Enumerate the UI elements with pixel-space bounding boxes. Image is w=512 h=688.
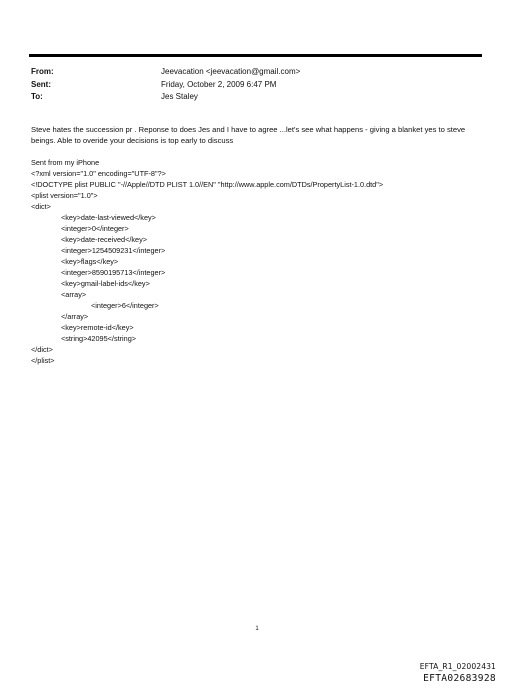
header-rule bbox=[29, 54, 482, 57]
dict-close-line: </dict> bbox=[31, 345, 53, 354]
to-value: Jes Staley bbox=[161, 92, 198, 101]
doctype-line: <!DOCTYPE plist PUBLIC "-//Apple//DTD PLIST 1.0//EN" "http://www.apple.com/DTDs/PropertyList-1.0.dtd"> bbox=[31, 180, 384, 189]
plist-close-line: </plist> bbox=[31, 356, 55, 365]
message-body: Steve hates the succession pr . Reponse to does Jes and I have to agree ...let's see what happens - giving a blanket yes to steve beings. Able to overide your decisions is top early to discuss bbox=[31, 125, 466, 145]
string-line: <string>42095</string> bbox=[61, 334, 137, 343]
sent-value: Friday, October 2, 2009 6:47 PM bbox=[161, 80, 277, 89]
key-line: <key>remote-id</key> bbox=[61, 323, 134, 332]
dict-open-line: <dict> bbox=[31, 202, 51, 211]
integer-line: <integer>6</integer> bbox=[91, 301, 159, 310]
from-value: Jeevacation <jeevacation@gmail.com> bbox=[161, 67, 301, 76]
plist-open-line: <plist version="1.0"> bbox=[31, 191, 98, 200]
page-number: 1 bbox=[255, 626, 259, 632]
sent-label: Sent: bbox=[31, 80, 51, 89]
bates-number-secondary: EFTA02683928 bbox=[423, 673, 496, 684]
signature-line: Sent from my iPhone bbox=[31, 158, 100, 167]
array-open-line: <array> bbox=[61, 290, 87, 299]
key-line: <key>gmail-label-ids</key> bbox=[61, 279, 150, 288]
xml-declaration-line: <?xml version="1.0" encoding="UTF-8"?> bbox=[31, 169, 166, 178]
bates-number-primary: EFTA_R1_02002431 bbox=[419, 662, 496, 671]
to-label: To: bbox=[31, 92, 43, 101]
integer-line: <integer>8590195713</integer> bbox=[61, 268, 166, 277]
from-label: From: bbox=[31, 67, 54, 76]
key-line: <key>flags</key> bbox=[61, 257, 119, 266]
key-line: <key>date-received</key> bbox=[61, 235, 147, 244]
integer-line: <integer>0</integer> bbox=[61, 224, 129, 233]
key-line: <key>date-last-viewed</key> bbox=[61, 213, 156, 222]
array-close-line: </array> bbox=[61, 312, 89, 321]
integer-line: <integer>1254509231</integer> bbox=[61, 246, 166, 255]
